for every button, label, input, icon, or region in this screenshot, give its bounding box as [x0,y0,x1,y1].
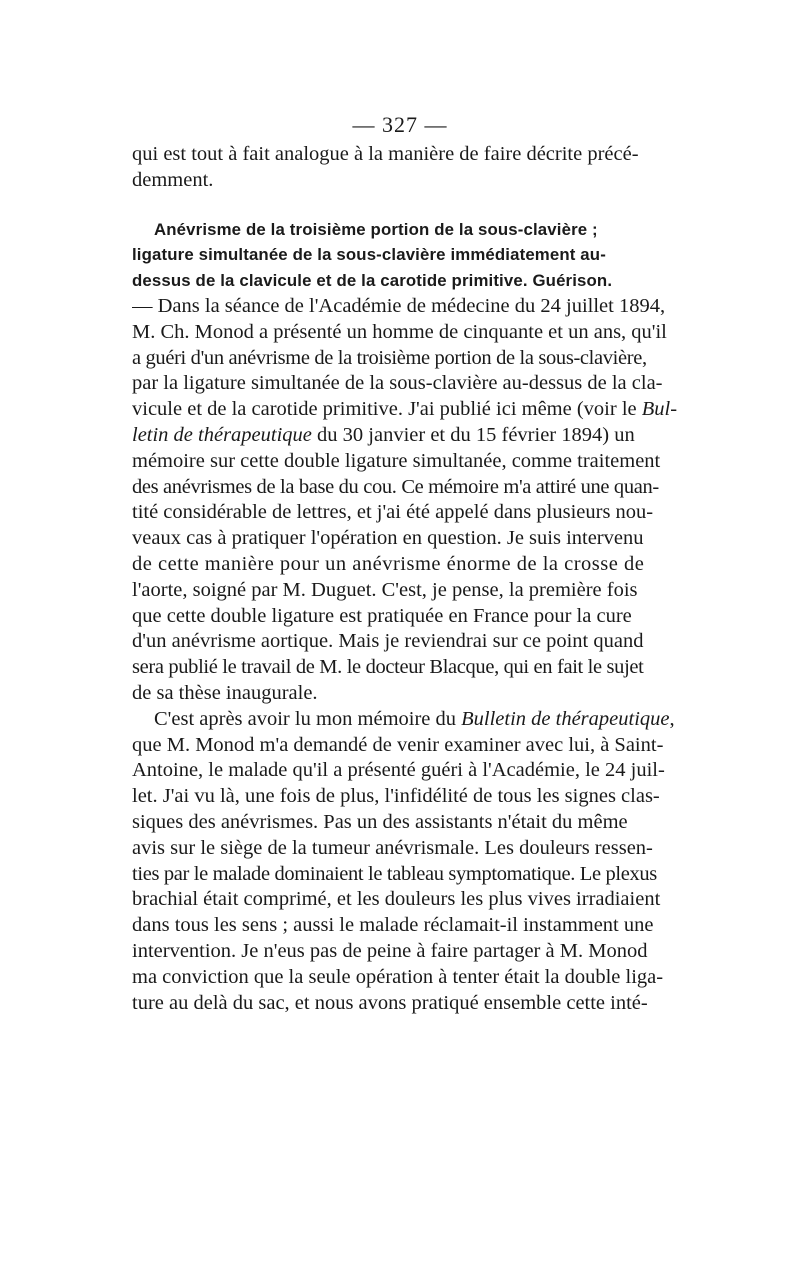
text-line: sera publié le travail de M. le docteur Blacque, qui en fait le sujet [132,656,644,679]
text-line: ture au delà du sac, et nous avons pratiqué ensemble cette inté- [132,991,648,1014]
text-line: avis sur le siège de la tumeur anévrismale. Les douleurs ressen- [132,836,653,859]
text-line: que cette double ligature est pratiquée en France pour la cure [132,604,632,627]
text-run: du 30 janvier et du 15 février 1894) un [311,423,635,446]
text-line: par la ligature simultanée de la sous-clavière au-dessus de la cla- [132,372,663,395]
text-line: de sa thèse inaugurale. [132,681,318,704]
text-line: — Dans la séance de l'Académie de médecine du 24 juillet 1894, [132,294,666,317]
text-line: ma conviction que la seule opération à tenter était la double liga- [132,965,664,988]
text-line: intervention. Je n'eus pas de peine à faire partager à M. Monod [132,939,648,962]
text-line: let. J'ai vu là, une fois de plus, l'infidélité de tous les signes clas- [132,785,660,808]
italic-title: Bul- [641,398,678,421]
text-line: qui est tout à fait analogue à la manière de faire décrite précé- [132,143,639,165]
text-line: mémoire sur cette double ligature simultanée, comme traitement [132,449,661,472]
text-line: demment. [132,168,214,191]
text-line: veaux cas à pratiquer l'opération en question. Je suis intervenu [132,527,644,550]
text-run: C'est après avoir lu mon mémoire du [154,707,462,730]
text-run: vicule et de la carotide primitive. J'ai publié ici même (voir le [132,398,642,421]
section-heading-line: ligature simultanée de la sous-clavière immédiatement au- [132,245,606,265]
text-line: des anévrismes de la base du cou. Ce mémoire m'a attiré une quan- [132,475,659,498]
text-line: que M. Monod m'a demandé de venir examiner avec lui, à Saint- [132,733,664,756]
page-number: — 327 — [352,112,448,137]
text-line: siques des anévrismes. Pas un des assistants n'était du même [132,810,628,833]
text-line: Antoine, le malade qu'il a présenté guéri à l'Académie, le 24 juil- [132,759,665,782]
text-line: de cette manière pour un anévrisme énorme de la crosse de [132,552,645,575]
text-line: l'aorte, soigné par M. Duguet. C'est, je pense, la première fois [132,578,638,601]
text-line: dans tous les sens ; aussi le malade réclamait-il instamment une [132,914,654,937]
section-heading-line: dessus de la clavicule et de la carotide primitive. Guérison. [132,271,613,291]
text-line [132,397,678,423]
text-run: , [669,707,675,730]
text-line: M. Ch. Monod a présenté un homme de cinquante et un ans, qu'il [132,320,667,343]
text-line: brachial était comprimé, et les douleurs les plus vives irradiaient [132,888,661,911]
text-line: d'un anévrisme aortique. Mais je reviendrai sur ce point quand [132,630,644,653]
text-line: ties par le malade dominaient le tableau symptomatique. Le plexus [132,862,657,885]
italic-title: letin de thérapeutique [132,423,312,446]
italic-title: Bulletin de thérapeutique [461,707,670,730]
text-line [132,707,678,733]
text-line: tité considérable de lettres, et j'ai été appelé dans plusieurs nou- [132,501,654,524]
page-body [132,142,678,1016]
section-heading-line: Anévrisme de la troisième portion de la sous-clavière ; [154,219,598,239]
spacer [132,194,678,217]
text-line: a guéri d'un anévrisme de la troisième portion de la sous-clavière, [132,346,647,369]
text-line [132,423,678,449]
